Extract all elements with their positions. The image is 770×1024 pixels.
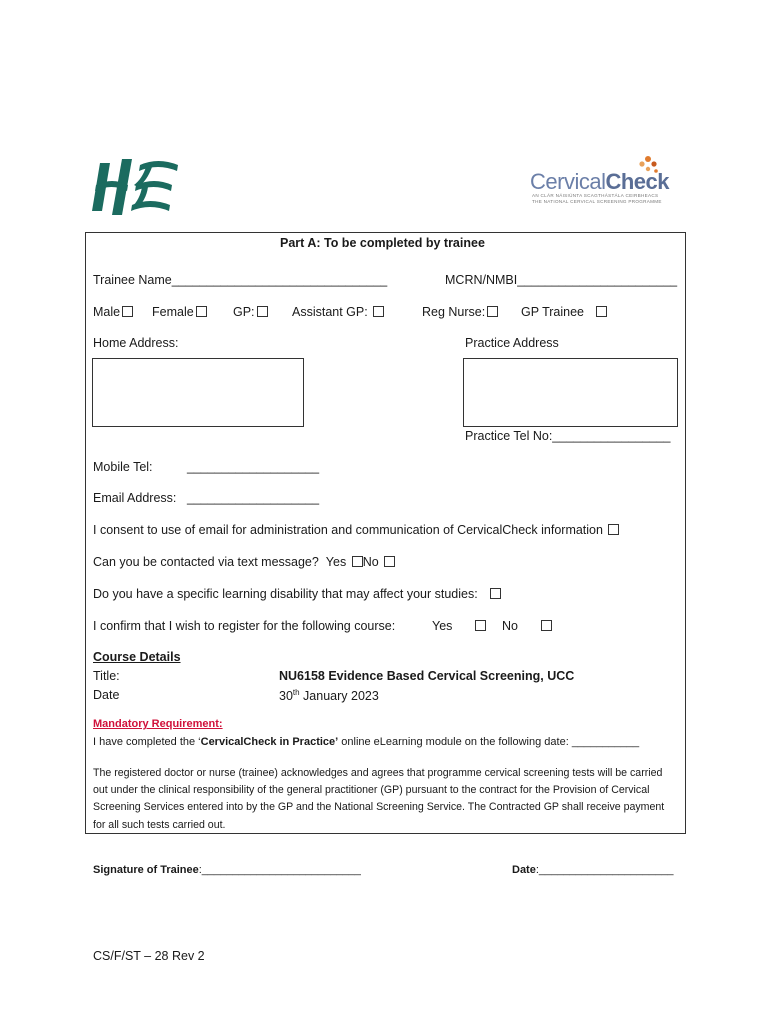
agreement-paragraph: The registered doctor or nurse (trainee) acknowledges and agrees that programme cervical screening tests will be carried out under the clinical responsibility of the general practitioner (GP) pursuant to the contract for the Provision of Cervical Screening Services entered into by the GP and the National Screening Service. The Contracted GP shall receive payment for all such tests carried out.	[93, 767, 665, 831]
logo-subtitle-irish: AN CLÁR NÁISIÚNTA SCAGTHÁSTÁLA CEIRBHEACS	[532, 193, 659, 198]
male-option[interactable]: Male	[93, 305, 133, 319]
text-no-checkbox[interactable]	[384, 556, 395, 567]
practice-tel-field[interactable]: Practice Tel No:_________________	[465, 429, 671, 443]
home-address-input[interactable]	[92, 358, 304, 427]
register-no-checkbox[interactable]	[541, 620, 552, 631]
practice-address-input[interactable]	[463, 358, 678, 427]
logo-subtitle-english: THE NATIONAL CERVICAL SCREENING PROGRAMME	[532, 199, 662, 204]
confirm-register-label: I confirm that I wish to register for the following course:	[93, 619, 396, 633]
reg-nurse-option[interactable]: Reg Nurse:	[422, 305, 498, 319]
course-title-label: Title:	[93, 669, 120, 683]
disability-row: Do you have a specific learning disability that may affect your studies:	[93, 587, 501, 601]
hse-logo	[92, 155, 178, 217]
form-code: CS/F/ST – 28 Rev 2	[93, 949, 205, 963]
signature-field[interactable]: Signature of Trainee:__________________________	[93, 864, 361, 876]
gp-checkbox[interactable]	[257, 306, 268, 317]
mandatory-heading: Mandatory Requirement:	[93, 718, 223, 730]
signature-date-field[interactable]: Date:______________________	[512, 864, 674, 876]
reg-nurse-checkbox[interactable]	[487, 306, 498, 317]
register-no-option[interactable]: No	[502, 619, 552, 633]
trainee-name-field[interactable]: Trainee Name_______________________________	[93, 273, 388, 287]
cervicalcheck-logo	[530, 155, 672, 207]
practice-address-label: Practice Address	[465, 336, 559, 350]
text-yes-checkbox[interactable]	[352, 556, 363, 567]
form-heading: Part A: To be completed by trainee	[280, 236, 485, 250]
course-date-label: Date	[93, 688, 120, 702]
female-checkbox[interactable]	[196, 306, 207, 317]
register-yes-option[interactable]: Yes	[432, 619, 486, 633]
consent-email-row: I consent to use of email for administration and communication of CervicalCheck information	[93, 523, 619, 537]
mobile-tel-field[interactable]: ___________________	[187, 460, 320, 474]
assistant-gp-checkbox[interactable]	[373, 306, 384, 317]
gp-option[interactable]: GP:	[233, 305, 268, 319]
assistant-gp-option[interactable]: Assistant GP:	[292, 305, 384, 319]
register-yes-checkbox[interactable]	[475, 620, 486, 631]
gp-trainee-checkbox[interactable]	[596, 306, 607, 317]
disability-checkbox[interactable]	[490, 588, 501, 599]
gp-trainee-option[interactable]: GP Trainee	[521, 305, 607, 319]
course-date-value: 30th January 2023	[279, 688, 379, 704]
home-address-label: Home Address:	[93, 336, 179, 350]
course-details-heading: Course Details	[93, 650, 181, 664]
consent-email-checkbox[interactable]	[608, 524, 619, 535]
female-option[interactable]: Female	[152, 305, 207, 319]
mandatory-statement[interactable]: I have completed the ‘CervicalCheck in Practice’ online eLearning module on the following date: ___________	[93, 736, 640, 748]
male-checkbox[interactable]	[122, 306, 133, 317]
text-message-row: Can you be contacted via text message? Yes No	[93, 555, 395, 569]
cervicalcheck-wordmark: CervicalCheck	[530, 169, 670, 194]
email-label: Email Address:	[93, 491, 177, 505]
course-title-value: NU6158 Evidence Based Cervical Screening, UCC	[279, 669, 575, 683]
mcrn-field[interactable]: MCRN/NMBI_______________________	[445, 273, 678, 287]
email-field[interactable]: ___________________	[187, 491, 320, 505]
mobile-tel-label: Mobile Tel:	[93, 460, 153, 474]
